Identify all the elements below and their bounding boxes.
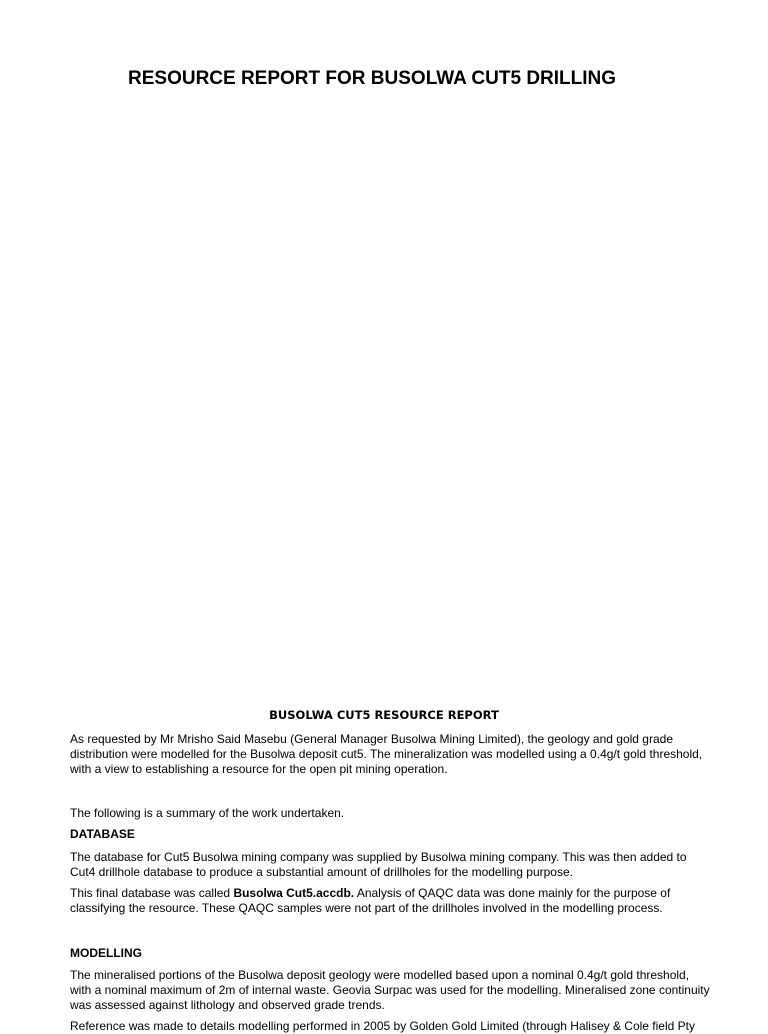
database-filename: Busolwa Cut5.accdb. [233, 886, 355, 900]
intro-paragraph: As requested by Mr Mrisho Said Masebu (General Manager Busolwa Mining Limited), the geology and gold grade distribution were modelled for the Busolwa deposit cut5. The mineralization was modelled using a 0.4g/t gold threshold, with a view to establishing a resource for the open pit mining operation. [70, 732, 703, 776]
document-title: RESOURCE REPORT FOR BUSOLWA CUT5 DRILLING [128, 68, 617, 89]
database-heading: DATABASE [70, 827, 135, 841]
modelling-paragraph-2: Reference was made to details modelling performed in 2005 by Golden Gold Limited (through Halisey & Cole field Pty [70, 1019, 695, 1033]
database-p2-suffix: Analysis of QAQC data was done mainly for the purpose of classifying the resource. These QAQC samples were not part of the drillholes involved in the modelling process. [70, 886, 671, 915]
modelling-paragraph-1: The mineralised portions of the Busolwa deposit geology were modelled based upon a nominal 0.4g/t gold threshold, with a nominal maximum of 2m of internal waste. Geovia Surpac was used for the modelling. Mineralised zone continuity was assessed against lithology and observed grade trends. [70, 968, 710, 1012]
modelling-heading: MODELLING [70, 946, 142, 960]
summary-line: The following is a summary of the work undertaken. [70, 806, 345, 820]
database-p2-prefix: This final database was called [70, 886, 234, 900]
database-paragraph-1: The database for Cut5 Busolwa mining company was supplied by Busolwa mining company. This was then added to Cut4 drillhole database to produce a substantial amount of drillholes for the modelling purpose. [70, 850, 687, 879]
database-paragraph-2 [70, 886, 710, 916]
report-heading: BUSOLWA CUT5 RESOURCE REPORT [269, 708, 499, 722]
